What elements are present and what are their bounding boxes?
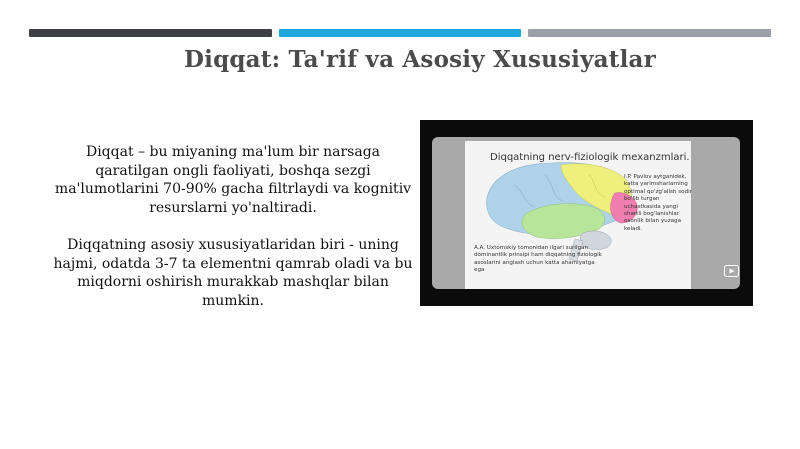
paragraph-volume: Diqqatning asosiy xususiyatlaridan biri - uning hajmi, odatda 3-7 ta elementni qamrab oladi va bu miqdorni oshirish murakkab mashqlar bilan mumkin. bbox=[53, 237, 413, 309]
ukhtomsky-caption: A.A. Uxtomskiy tomonidan ilgari surilgan dominantlik prinsipi ham diqqatning fiziologik asoslarini anglash uchun katta ahamiyatga ega bbox=[474, 245, 602, 274]
slide-title: Diqqat: Ta'rif va Asosiy Xususiyatlar bbox=[184, 46, 656, 73]
video-slide bbox=[465, 141, 691, 289]
header-bar-left bbox=[29, 29, 272, 37]
video-slide-title: Diqqatning nerv-fiziologik mexanzmlari. bbox=[490, 152, 690, 163]
paragraph-definition: Diqqat – bu miyaning ma'lum bir narsaga qaratilgan ongli faoliyati, boshqa sezgi ma'lumotlarini 70-90% gacha filtrlaydi va kognitiv resurslarni yo'naltiradi. bbox=[54, 144, 412, 216]
embedded-video[interactable] bbox=[420, 120, 753, 306]
slide-body bbox=[50, 143, 416, 329]
header-bar-middle bbox=[279, 29, 521, 37]
pavlov-caption: I.P. Pavlov aytganidek, katta yarimsharlarning optimal qo'zg'alish sodir bo'lib turgan uchastkasida yangi shartli bog'lanishlar osonlik bilan yuzaga keladi. bbox=[624, 174, 692, 232]
header-bar-right bbox=[528, 29, 771, 37]
video-screen[interactable] bbox=[432, 137, 740, 289]
youtube-logo-icon[interactable] bbox=[724, 265, 739, 277]
